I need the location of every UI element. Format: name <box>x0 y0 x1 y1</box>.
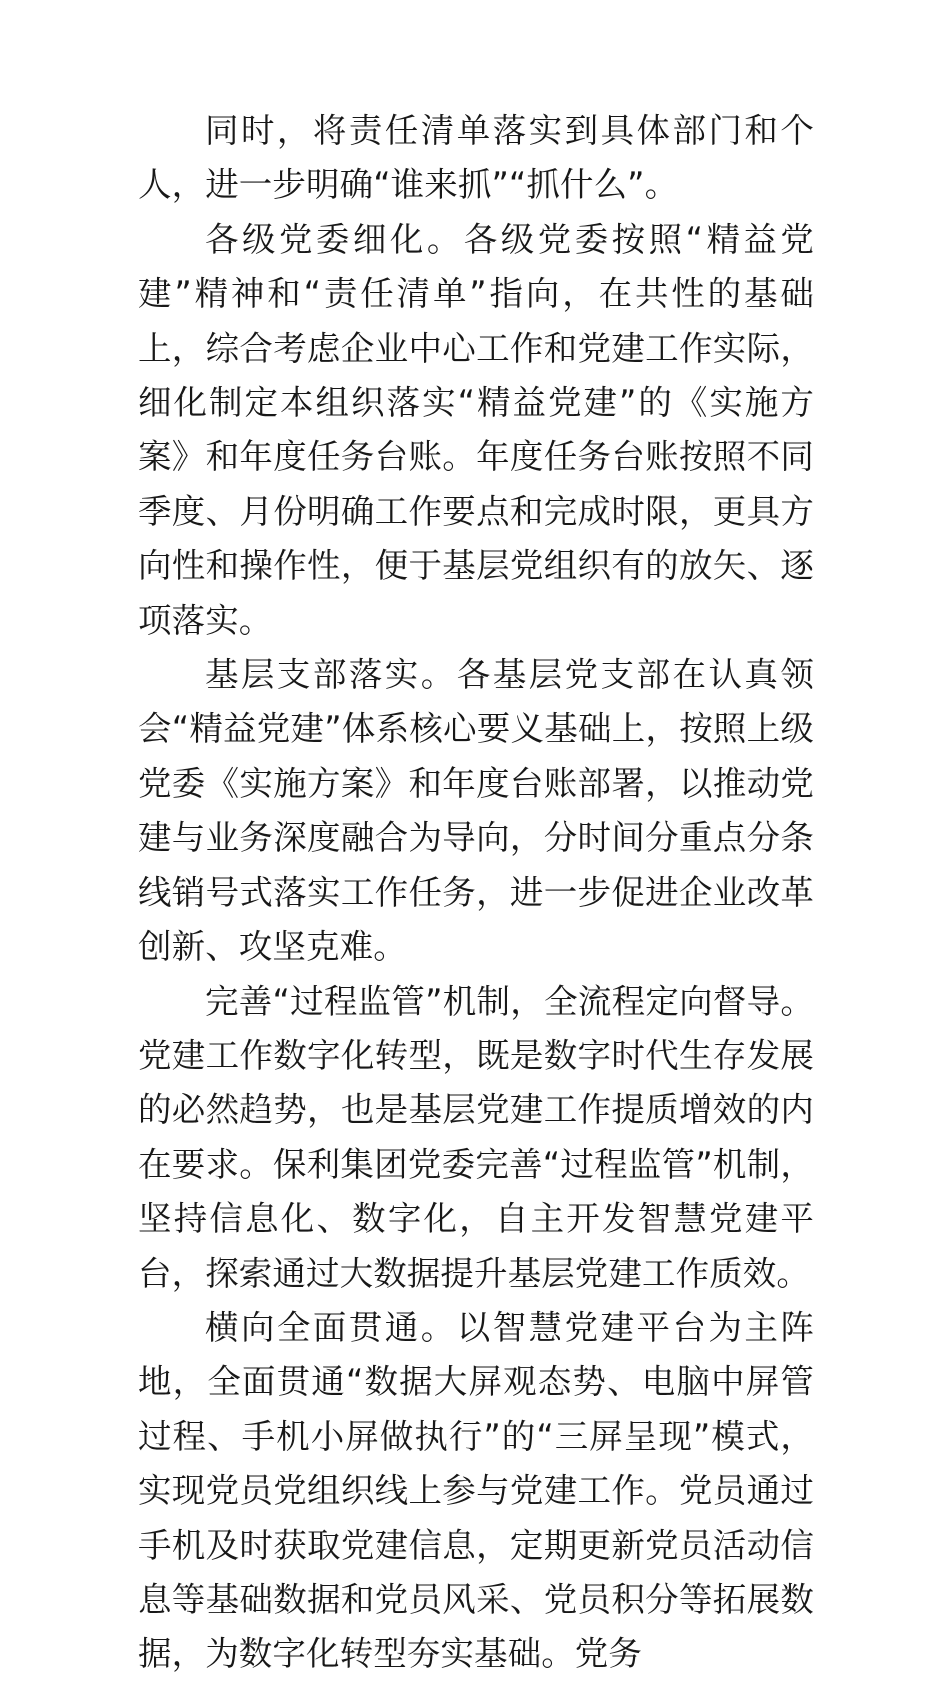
paragraph-3: 基层支部落实。各基层党支部在认真领会“精益党建”体系核心要义基础上，按照上级党委《实施方案》和年度台账部署，以推动党建与业务深度融合为导向，分时间分重点分条线销号式落实工作任务，进一步促进企业改革创新、攻坚克难。 <box>138 655 814 967</box>
paragraph-2: 各级党委细化。各级党委按照“精益党建”精神和“责任清单”指向，在共性的基础上，综合考虑企业中心工作和党建工作实际，细化制定本组织落实“精益党建”的《实施方案》和年度任务台账。年度任务台账按照不同季度、月份明确工作要点和完成时限，更具方向性和操作性，便于基层党组织有的放矢、逐项落实。 <box>138 219 814 640</box>
document-text-body <box>138 104 814 1682</box>
paragraph-4: 完善“过程监管”机制，全流程定向督导。党建工作数字化转型，既是数字时代生存发展的必然趋势，也是基层党建工作提质增效的内在要求。保利集团党委完善“过程监管”机制，坚持信息化、数字化，自主开发智慧党建平台，探索通过大数据提升基层党建工作质效。 <box>138 981 814 1293</box>
paragraph-1: 同时，将责任清单落实到具体部门和个人，进一步明确“谁来抓”“抓什么”。 <box>138 111 814 205</box>
paragraph-5: 横向全面贯通。以智慧党建平台为主阵地，全面贯通“数据大屏观态势、电脑中屏管过程、手机小屏做执行”的“三屏呈现”模式，实现党员党组织线上参与党建工作。党员通过手机及时获取党建信息，定期更新党员活动信息等基础数据和党员风采、党员积分等拓展数据，为数字化转型夯实基础。党务 <box>138 1307 814 1674</box>
